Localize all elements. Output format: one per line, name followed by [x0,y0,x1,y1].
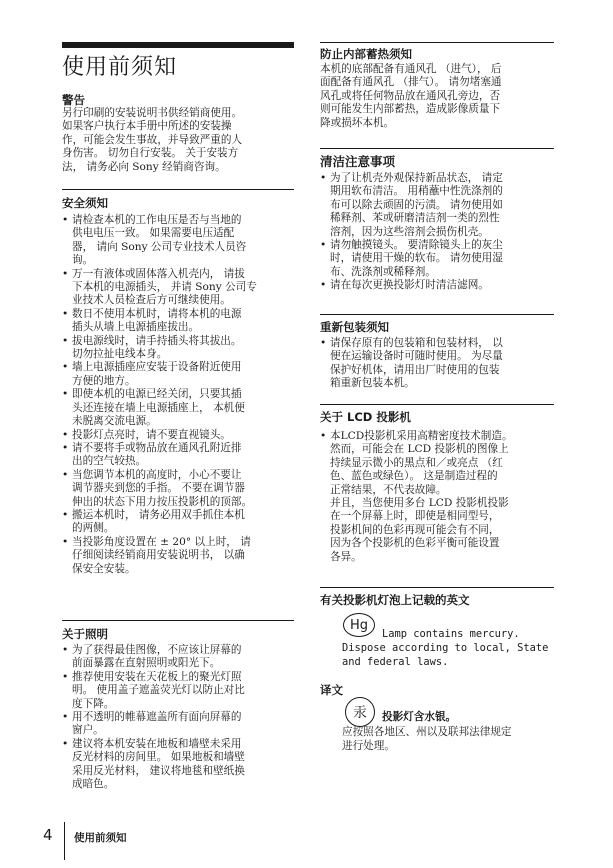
list-item: • 请在每次更换投影灯时清洁滤网。 [320,279,554,292]
list-item: • 搬运本机时， 请务必用双手抓住本机 的两侧。 [62,509,294,536]
list-item: • 推荐使用安装在天花板上的聚光灯照 明。 使用盖子遮盖荧光灯以防止对比 度下降。 [62,671,294,711]
list-item: • 请检查本机的工作电压是否与当地的 供电电压一致。 如果需要电压适配 器， 请向 Sony 公司专业技术人员咨 询。 [62,214,294,268]
list-item: • 墙上电源插座应安装于设备附近使用 方便的地方。 [62,361,294,388]
warning-text: 另行印刷的安装说明书供经销商使用。 如果客户执行本手册中所述的安装操 作，可能会发生事故，并导致严重的人 身伤害。 切勿自行安装。 关于安装方 法， 请务必向 Sony 经销商咨询。 [62,107,243,173]
list-item: • 建议将本机安装在地板和墙壁未采用 反光材料的房间里。 如果地板和墙壁 采用反光材料， 建议将地毯和壁纸换 成暗色。 [62,738,294,792]
warning-heading: 警告 [62,93,85,107]
divider [320,314,554,315]
list-item: • 为了让机壳外观保持新品状态， 请定 期用软布清洁。 用稍蘸中性洗涤剂的 布可以除去顽固的污渍。 请勿使用如 稀释剂、苯或研磨清洁剂一类的烈性 溶剂，因为这些溶剂会损伤机壳。 [320,172,554,239]
list-item: • 本LCD投影机采用高精密度技术制造。 然而，可能会在 LCD 投影机的图像上 持续显示微小的黑点和／或亮点 （红 色、蓝色或绿色）。 这是制造过程的 正常结果，不代表故障。 并且，当您使用多台 LCD 投影机投影 在一个屏幕上时，即使是相同型号， 投影机间的色彩再现可能会有不同， 因为各个投影机的色彩平衡可能设置 各异。 [320,430,554,564]
safety-list [62,214,294,576]
footer-label: 使用前须知 [74,832,127,844]
list-item: • 为了获得最佳图像，不应该让屏幕的 前面暴露在直射照明或阳光下。 [62,644,294,671]
lcd-list [320,430,554,564]
english-dispose-line: Dispose according to local, State [342,642,549,654]
list-item: • 当投影角度设置在 ± 20° 以上时， 请 仔细阅读经销商用安装说明书， 以确 保安全安装。 [62,536,294,576]
zh-dispose-line: 应按照各地区、州以及联邦法律规定 [342,726,512,738]
divider [320,587,554,588]
list-item: • 当您调节本机的高度时，小心不要让 调节器夹到您的手指。 不要在调节器 伸出的状态下用力按压投影机的顶部。 [62,469,294,509]
list-item: • 请不要将手或物品放在通风孔附近排 出的空气较热。 [62,442,294,469]
list-item: • 请保存原有的包装箱和包装材料， 以 便在运输设备时可随时使用。 为尽量 保护好机体，请用出厂时使用的包装 箱重新包装本机。 [320,337,554,391]
lighting-heading: 关于照明 [62,627,108,641]
english-laws-line: and federal laws. [342,656,449,668]
page-title: 使用前须知 [62,55,178,80]
heat-heading: 防止内部蓄热须知 [320,47,412,61]
zh-lamp-line: 投影灯含水银。 [382,711,457,723]
repack-list [320,337,554,391]
list-item: • 万一有液体或固体落入机壳内， 请拔 下本机的电源插头， 并请 Sony 公司专 业技术人员检查后方可继续使用。 [62,268,294,308]
safety-heading: 安全须知 [62,196,108,210]
lcd-heading: 关于 LCD 投影机 [320,410,411,424]
mercury-symbol-icon: Hg [343,613,375,637]
translation-heading: 译文 [320,683,343,697]
list-item: • 即使本机的电源已经关闭，只要其插 头还连接在墙上电源插座上， 本机便 未脱离交流电源。 [62,388,294,428]
english-warning-line: Lamp contains mercury. [382,628,520,640]
page-number: 4 [43,826,53,844]
cleaning-list [320,172,554,293]
footer-divider [64,822,65,860]
mercury-chinese-symbol-icon: 汞 [345,697,375,727]
list-item: • 数日不使用本机时，请将本机的电源 插头从墙上电源插座拔出。 [62,308,294,335]
zh-process-line: 进行处理。 [342,740,395,752]
title-bar [62,42,294,48]
cleaning-heading: 清洁注意事项 [320,154,396,169]
list-item: • 拔电源线时，请手持插头将其拔出。 切勿拉扯电线本身。 [62,335,294,362]
divider [62,189,294,190]
list-item: • 请勿触摸镜头。 要清除镜头上的灰尘 时，请使用干燥的软布。 请勿使用湿 布、洗涤剂或稀释剂。 [320,239,554,279]
list-item: • 用不透明的帷幕遮盖所有面向屏幕的 窗户。 [62,711,294,738]
repack-heading: 重新包装须知 [320,320,389,334]
divider [320,404,554,405]
divider [320,148,554,149]
list-item: • 投影灯点亮时，请不要直视镜头。 [62,429,294,442]
lamp-label-heading: 有关投影机灯泡上记载的英文 [320,593,470,607]
divider [320,42,554,43]
heat-text: 本机的底部配备有通风孔 （进气）， 后 面配备有通风孔 （排气）。 请勿堵塞通 风孔或将任何物品放在通风孔旁边，否 则可能发生内部蓄热，造成影像质量下 降或损坏本机。 [320,63,502,129]
divider [62,620,294,621]
lighting-list [62,644,294,791]
